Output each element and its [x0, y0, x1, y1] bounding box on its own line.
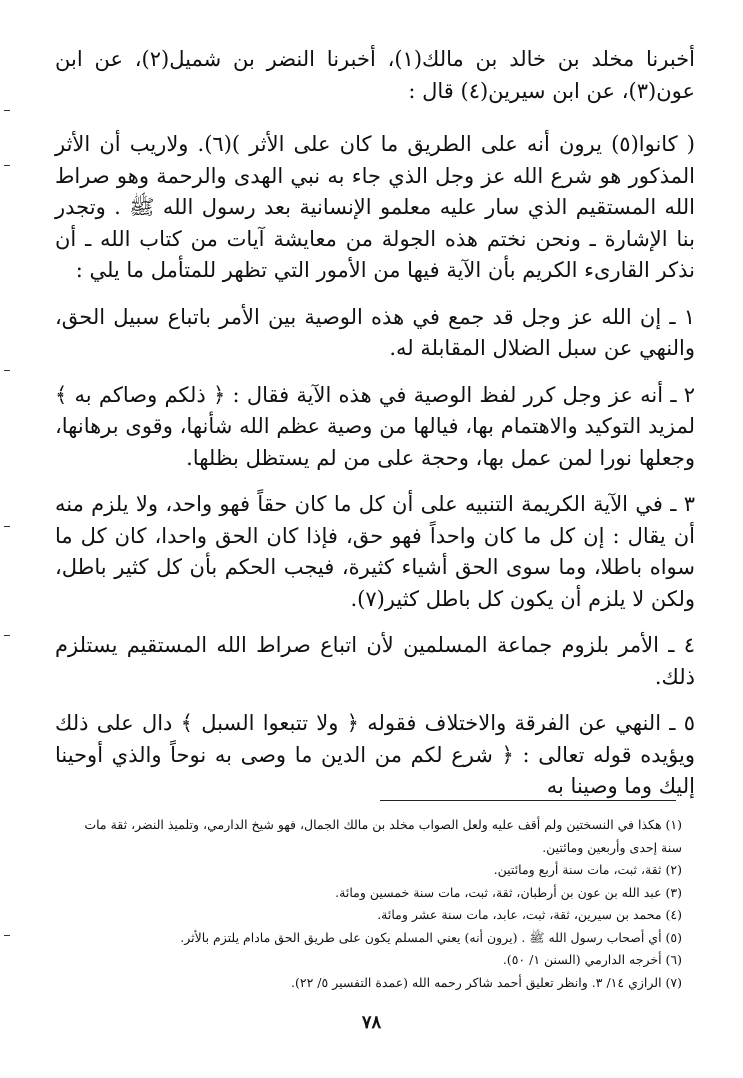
text-paragraph: ( كانوا(٥) يرون أنه على الطريق ما كان على الأثر )(٦). ولاريب أن الأثر المذكور هو شرع الله عز وجل الذي جاء به نبي الهدى والرحمة وهو صراط الله المستقيم الذي سار عليه معلمو الإنسانية بعد رسول الله ﷺ . وتجدر بنا الإشارة ـ ونحن نختم هذه الجولة من معايشة آيات من كتاب الله ـ أن نذكر القارىء الكريم بأن الآية فيها من الأمور التي تظهر للمتأمل ما يلي : [55, 132, 695, 282]
footnotes [60, 814, 682, 994]
margin-tick [4, 165, 10, 166]
footnote: (٦) أخرجه الدارمي (السنن ١/ ٥٠). [502, 952, 682, 967]
margin-tick [4, 935, 10, 936]
margin-tick [4, 110, 10, 111]
numbered-point-2: ٢ ـ أنه عز وجل كرر لفظ الوصية في هذه الآية فقال : ﴿ ذلكم وصاكم به ﴾ لمزيد التوكيد والاهتمام بها، فيالها من وصية عظم الله شأنها، وقوى برهانها، وجعلها نورا لمن عمل بها، وحجة على من لم يستظل بظلها. [55, 382, 695, 470]
footnote: (١) هكذا في النسختين ولم أقف عليه ولعل الصواب مخلد بن مالك الجمال، فهو شيخ الدارمي، وتلميذ النضر، ثقة مات سنة إحدى وأربعين ومائتين. [84, 817, 682, 855]
numbered-point-4: ٤ ـ الأمر بلزوم جماعة المسلمين لأن اتباع صراط الله المستقيم يستلزم ذلك. [55, 633, 695, 689]
page-number: ٧٨ [361, 1012, 382, 1033]
footnote: (٧) الرازي ١٤/ ٣. وانظر تعليق أحمد شاكر رحمه الله (عمدة التفسير ٥/ ٢٢). [291, 974, 682, 990]
numbered-point-5: ٥ ـ النهي عن الفرقة والاختلاف فقوله ﴿ ولا تتبعوا السبل ﴾ دال على ذلك ويؤيده قوله تعالى : ﴿ شرع لكم من الدين ما وصى به نوحاً والذي أوحينا إليك وما وصينا به [55, 711, 695, 798]
margin-tick [4, 370, 10, 371]
margin-tick [4, 526, 10, 527]
footnote: (٥) أي أصحاب رسول الله ﷺ . (يرون أنه) يعني المسلم يكون على طريق الحق مادام يلتزم بالأثر. [180, 929, 682, 945]
margin-tick [4, 635, 10, 636]
main-text [55, 44, 695, 818]
text-paragraph: أخبرنا مخلد بن خالد بن مالك(١)، أخبرنا النضر بن شميل(٢)، عن ابن عون(٣)، عن ابن سيرين(٤) قال : [55, 47, 695, 103]
footnote-separator [380, 800, 676, 801]
numbered-point-1: ١ ـ إن الله عز وجل قد جمع في هذه الوصية بين الأمر باتباع سبيل الحق، والنهي عن سبل الضلال المقابلة له. [55, 304, 695, 360]
numbered-point-3: ٣ ـ في الآية الكريمة التنبيه على أن كل ما كان حقاً فهو واحد، ولا يلزم منه أن يقال : إن كل ما كان واحداً فهو حق، فإذا كان الحق واحدا، كان كل ما سواه باطلا، وما سوى الحق أشياء كثيرة، فيجب الحكم بأن كل كثير باطل، ولكن لا يلزم أن يكون كل باطل كثير(٧). [55, 492, 695, 611]
footnote: (٤) محمد بن سيرين، ثقة، ثبت، عابد، مات سنة عشر ومائة. [377, 907, 682, 922]
footnote: (٣) عبد الله بن عون بن أرطبان، ثقة، ثبت، مات سنة خمسين ومائة. [335, 884, 682, 900]
footnote: (٢) ثقة، ثبت، مات سنة أربع ومائتين. [493, 862, 682, 877]
